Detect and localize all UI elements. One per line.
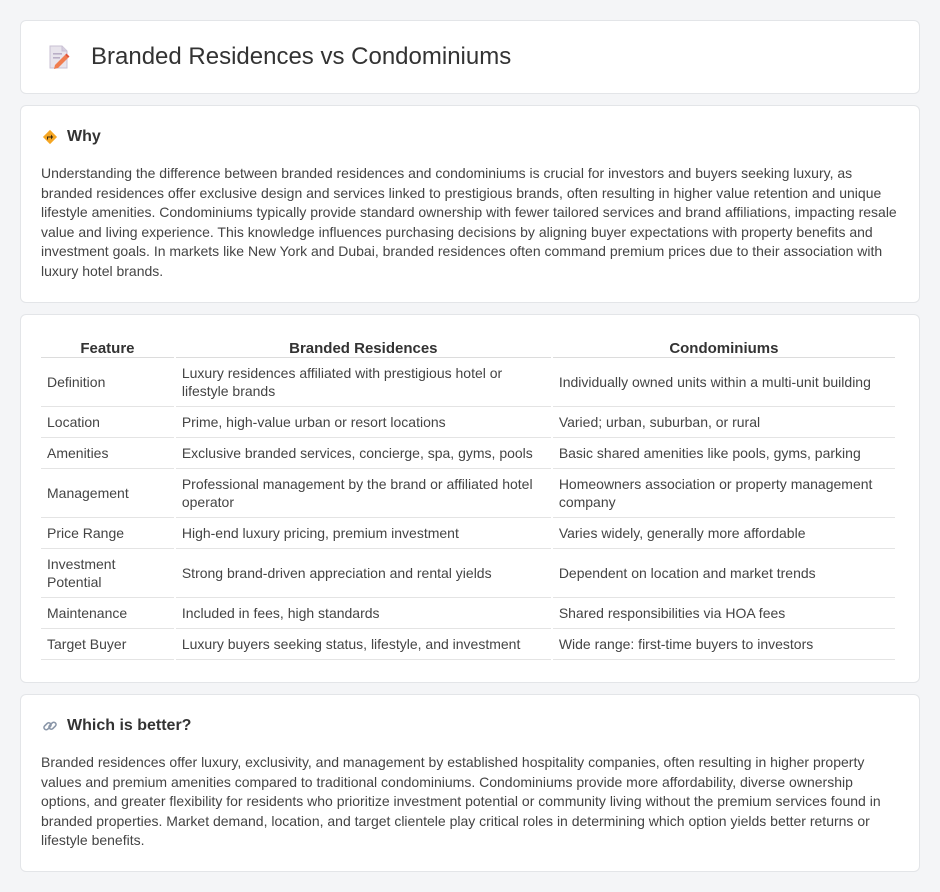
condo-cell: Shared responsibilities via HOA fees <box>553 598 895 629</box>
header-condo: Condominiums <box>553 335 895 358</box>
why-section <box>20 105 920 303</box>
table-row <box>41 598 895 629</box>
comparison-table <box>39 335 897 660</box>
link-icon <box>41 717 59 735</box>
why-heading-label: Why <box>67 128 101 145</box>
table-row <box>41 358 895 407</box>
why-text: Understanding the difference between branded residences and condominiums is crucial for investors and buyers seeking luxury, as branded residences offer exclusive design and services linked to prestigious brands, often resulting in higher value retention and unique lifestyle amenities. Condominiums typically provide standard ownership with fewer tailored services and brand affiliations, impacting resale value and living experience. This knowledge influences purchasing decisions by aligning buyer expectations with property benefits and investment goals. In markets like New York and Dubai, branded residences often command premium prices due to their association with luxury hotel brands. <box>41 165 897 279</box>
page-title: Branded Residences vs Condominiums <box>91 43 512 70</box>
header-feature: Feature <box>41 335 174 358</box>
branded-cell: Included in fees, high standards <box>176 598 551 629</box>
condo-cell: Basic shared amenities like pools, gyms, parking <box>553 438 895 469</box>
feature-cell: Price Range <box>41 518 174 549</box>
document-edit-icon <box>45 43 73 71</box>
comparison-section <box>20 314 920 683</box>
branded-cell: Luxury buyers seeking status, lifestyle, and investment <box>176 629 551 660</box>
feature-cell: Location <box>41 407 174 438</box>
feature-cell: Investment Potential <box>41 549 174 598</box>
branded-cell: Prime, high-value urban or resort locations <box>176 407 551 438</box>
feature-cell: Target Buyer <box>41 629 174 660</box>
title-card <box>20 20 920 94</box>
better-heading-label: Which is better? <box>67 717 192 734</box>
condo-cell: Dependent on location and market trends <box>553 549 895 598</box>
better-section <box>20 694 920 872</box>
feature-cell: Definition <box>41 358 174 407</box>
table-row <box>41 549 895 598</box>
condo-cell: Individually owned units within a multi-unit building <box>553 358 895 407</box>
table-header-row <box>41 335 895 358</box>
better-heading <box>41 717 899 735</box>
feature-cell: Management <box>41 469 174 518</box>
branded-cell: Luxury residences affiliated with prestigious hotel or lifestyle brands <box>176 358 551 407</box>
condo-cell: Varied; urban, suburban, or rural <box>553 407 895 438</box>
feature-cell: Maintenance <box>41 598 174 629</box>
branded-cell: Professional management by the brand or affiliated hotel operator <box>176 469 551 518</box>
feature-cell: Amenities <box>41 438 174 469</box>
why-heading <box>41 128 899 146</box>
branded-cell: Exclusive branded services, concierge, spa, gyms, pools <box>176 438 551 469</box>
better-text: Branded residences offer luxury, exclusivity, and management by established hospitality companies, often resulting in higher property values and premium amenities compared to traditional condominiums. Condominiums provide more affordability, diverse ownership options, and greater flexibility for residents who prioritize investment potential or community living without the premium services found in branded properties. Market demand, location, and target clientele play critical roles in determining which option yields better returns or lifestyle benefits. <box>41 754 881 848</box>
table-row <box>41 469 895 518</box>
table-row <box>41 438 895 469</box>
condo-cell: Wide range: first-time buyers to investors <box>553 629 895 660</box>
condo-cell: Homeowners association or property management company <box>553 469 895 518</box>
road-sign-icon <box>41 128 59 146</box>
branded-cell: High-end luxury pricing, premium investment <box>176 518 551 549</box>
condo-cell: Varies widely, generally more affordable <box>553 518 895 549</box>
header-branded: Branded Residences <box>176 335 551 358</box>
branded-cell: Strong brand-driven appreciation and rental yields <box>176 549 551 598</box>
table-row <box>41 518 895 549</box>
table-row <box>41 629 895 660</box>
table-row <box>41 407 895 438</box>
